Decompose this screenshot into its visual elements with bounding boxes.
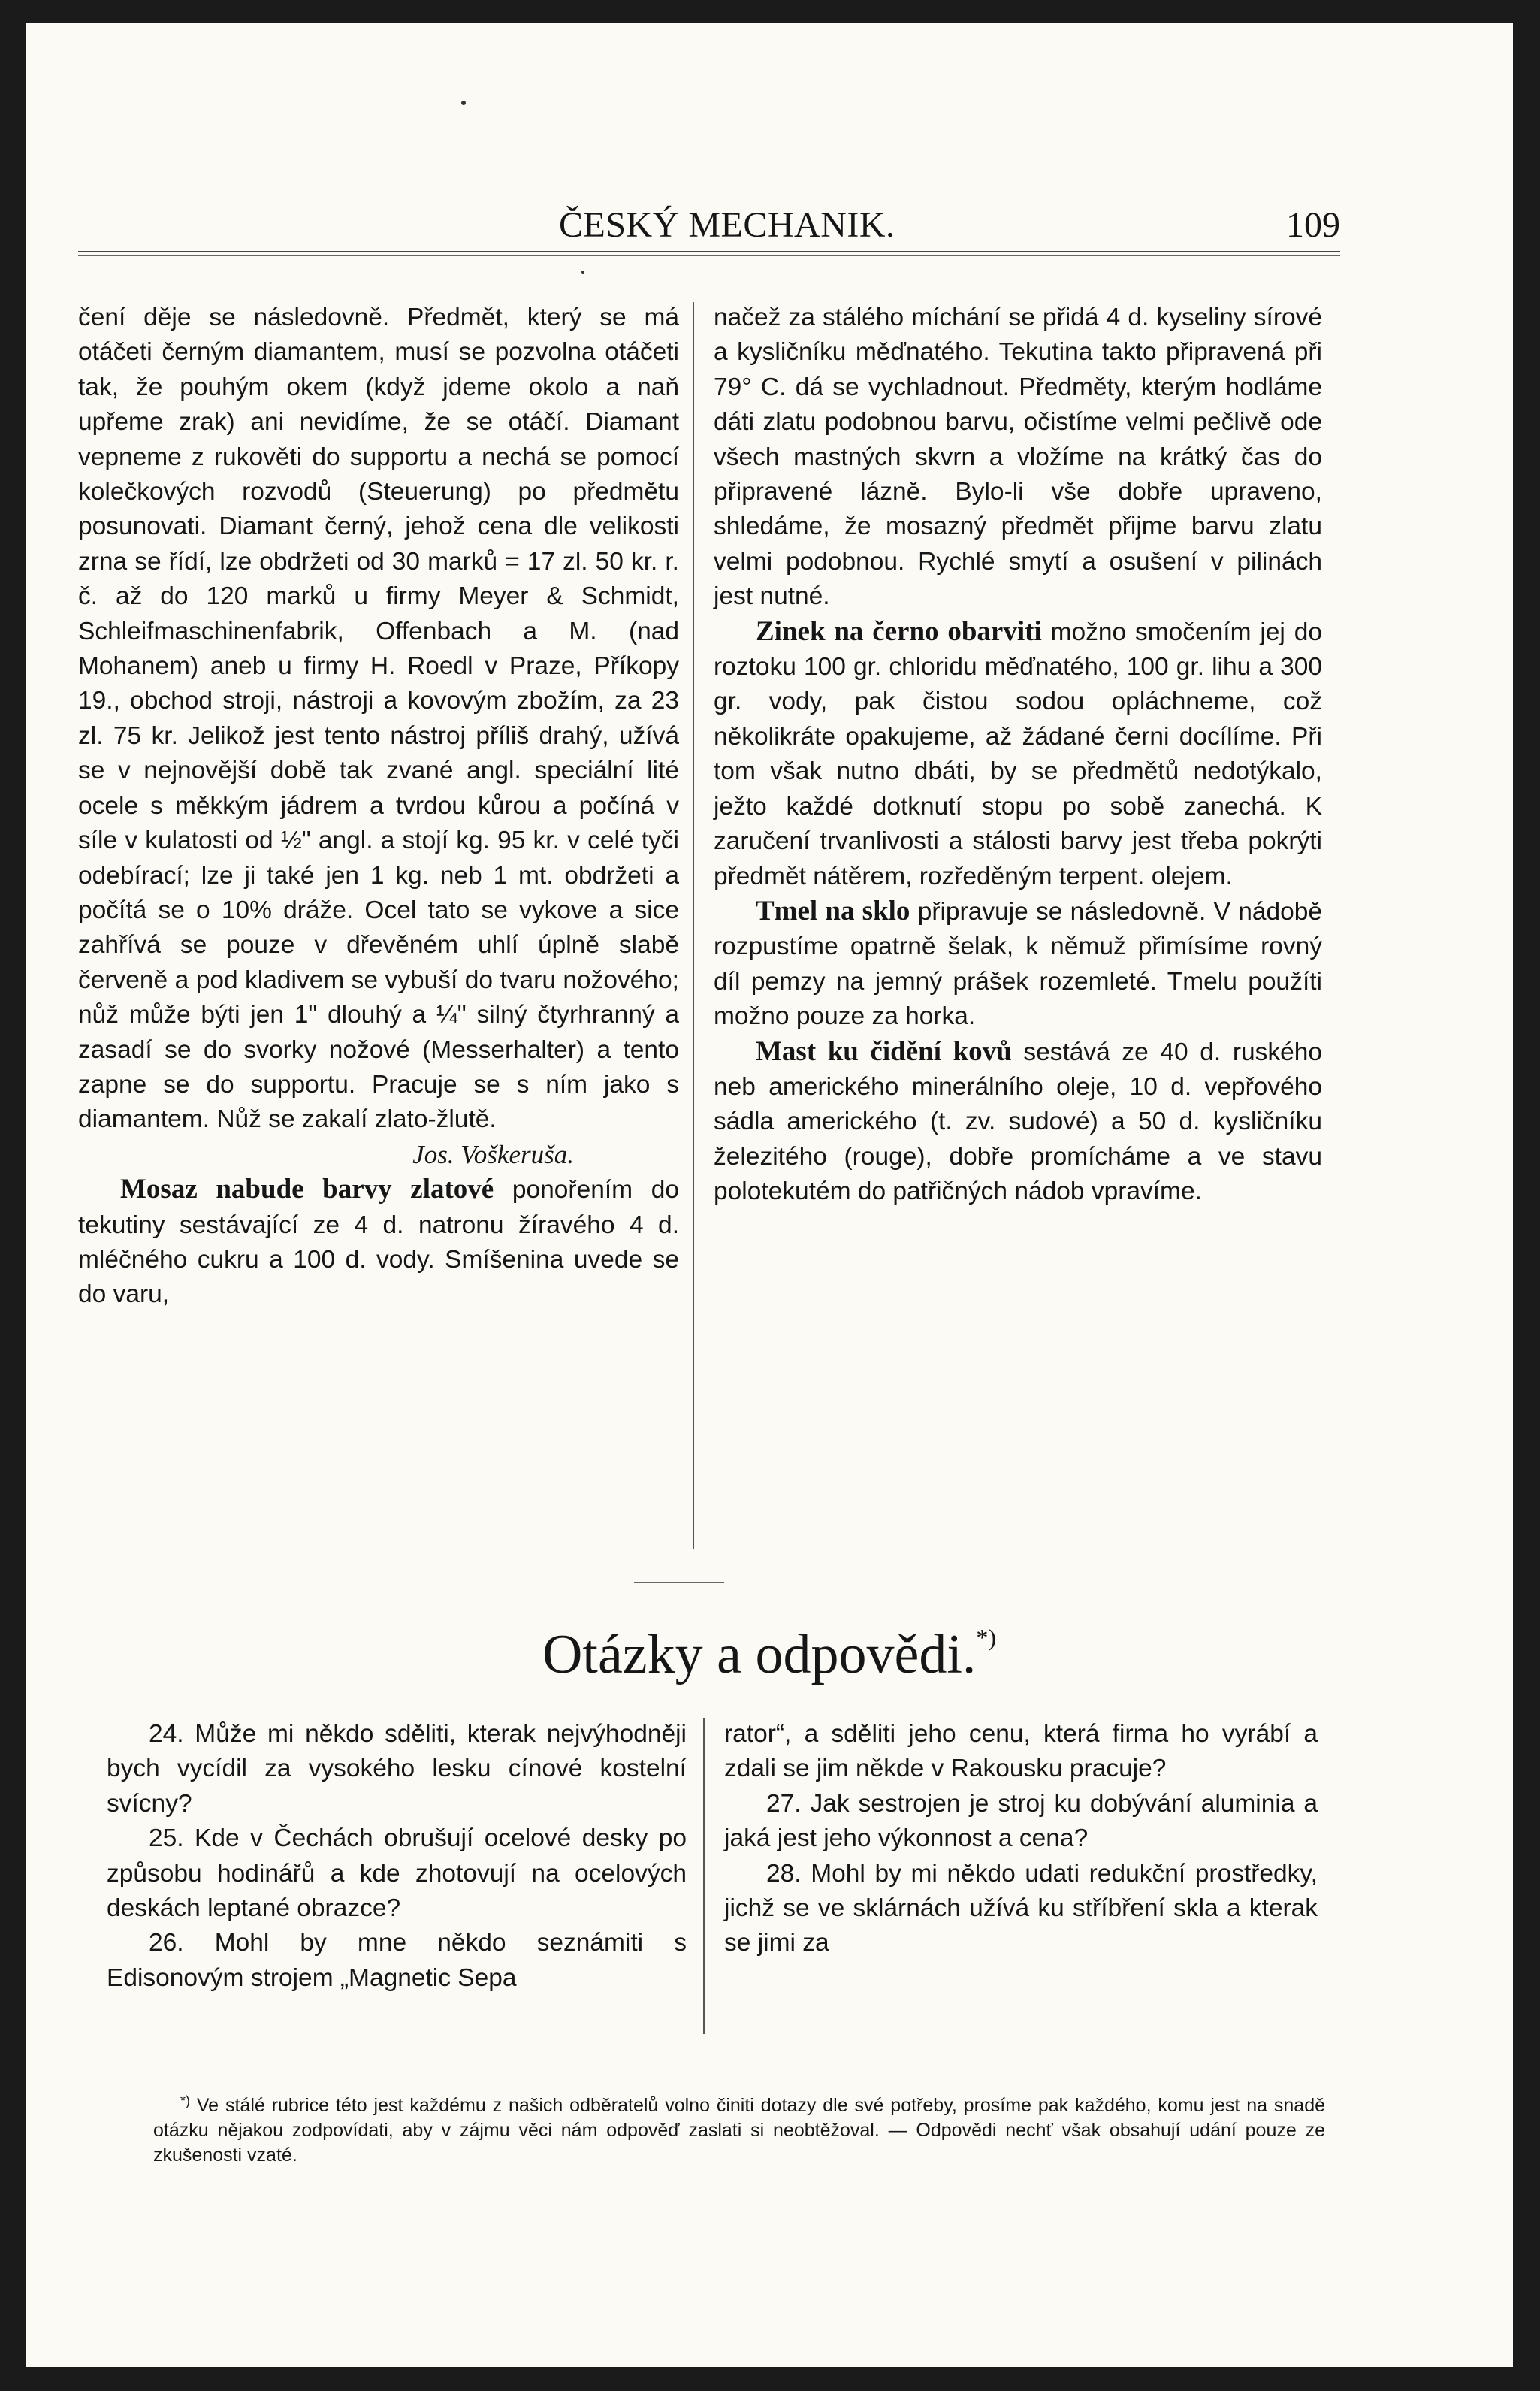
question-28: 28. Mohl by mi někdo udati redukční prostředky, jichž se ve sklárnách užívá ku stříbření skla a kterak se jimi za bbox=[724, 1859, 1318, 1957]
question-26-continued: rator“, a sděliti jeho cenu, která firma ho vyrábí a zdali se jim někde v Rakousku pracuje? bbox=[724, 1720, 1318, 1783]
paragraph-brass-continued: načež za stálého míchání se přidá 4 d. kyseliny sírové a kysličníku měďnatého. Tekutina takto připravená při 79° C. dá se vychladnout. Předměty, kterým hodláme dáti zlatu podobnou barvu, očistíme velmi pečlivě ode všech mastných skvrn a vložíme na krátký čas do připravené lázně. Bylo-li vše dobře upraveno, shledáme, že mosazný předmět přijme barvu zlatu velmi podobnou. Rychlé smytí a osušení v pilinách jest nutné. bbox=[714, 304, 1322, 611]
print-speck bbox=[581, 271, 584, 274]
header-rule-thin bbox=[78, 255, 1340, 256]
header-rule bbox=[78, 251, 1340, 252]
brass-text: ponořením do tekutiny sestávající ze 4 d. natronu žíravého 4 d. mléčného cukru a 100 d. vody. Smíšenina uvede se do varu, bbox=[78, 1176, 679, 1309]
paragraph-zinc bbox=[714, 615, 1322, 894]
question-25: 25. Kde v Čechách obrušují ocelové desky po způsobu hodinářů a kde zhotovují na ocelových deskách leptané obrazce? bbox=[107, 1824, 687, 1923]
section-footnote-mark: *) bbox=[976, 1624, 997, 1651]
section-heading bbox=[26, 1623, 1513, 1687]
column-divider bbox=[693, 302, 694, 1549]
section-title: Otázky a odpovědi. bbox=[542, 1624, 977, 1685]
brass-heading: Mosaz nabude barvy zlatové bbox=[120, 1174, 494, 1205]
footnote-mark: *) bbox=[180, 2093, 190, 2108]
print-speck bbox=[461, 101, 466, 105]
paragraph-diamond: čení děje se následovně. Předmět, který se má otáčeti černým diamantem, musí se pozvolna otáčeti tak, že pouhým okem (když jdeme okolo a naň upřeme zrak) ani nevidíme, že se otáčí. Diamant vepneme z rukověti do supportu a nechá se pomocí kolečkových rozvodů (Steuerung) po předmětu posunovati. Diamant černý, jehož cena dle velikosti zrna se řídí, lze obdržeti od 30 marků = 17 zl. 50 kr. r. č. až do 120 marků u firmy Meyer & Schmidt, Schleifmaschinenfabrik, Offenbach a M. (nad Mohanem) aneb u firmy H. Roedl v Praze, Příkopy 19., obchod stroji, nástroji a kovovým zbožím, za 23 zl. 75 kr. Jelikož jest tento nástroj příliš drahý, užívá se v nejnovější době tak zvané angl. speciální lité ocele s měkkým jádrem a tvrdou kůrou a počíná v síle v kulatosti od ½" angl. a stojí kg. 95 kr. v celé tyči odebírací; lze ji také jen 1 kg. neb 1 mt. obdržeti a počítá se o 10% dráže. Ocel tato se vykove a sice zahřívá se pouze v dřevěném uhlí úplně slabě červeně a pod kladivem se vybuší do tvaru nožového; nůž může býti jen 1" dlouhý a ¼" silný čtyrhranný a zasadí se do svorky nožové (Messerhalter) a tento zapne se do supportu. Pracuje se s ním jako s diamantem. Nůž se zakalí zlato-žlutě. bbox=[78, 304, 679, 1134]
left-column bbox=[78, 301, 679, 1313]
metal-polish-heading: Mast ku čidění kovů bbox=[756, 1035, 1012, 1067]
questions-right-column bbox=[724, 1717, 1318, 1961]
metal-polish-text: sestává ze 40 d. ruského neb amerického minerálního oleje, 10 d. vepřového sádla amerického (t. zv. sudové) a 50 d. kysličníku železitého (rouge), dobře promícháme a ve stavu polotekutém do patřičných nádob vpravíme. bbox=[714, 1038, 1323, 1206]
question-26: 26. Mohl by mne někdo seznámiti s Edisonovým strojem „Magnetic Sepa bbox=[107, 1929, 687, 1992]
question-27: 27. Jak sestrojen je stroj ku dobývání aluminia a jaká jest jeho výkonnost a cena? bbox=[724, 1789, 1318, 1853]
page-number: 109 bbox=[1286, 205, 1340, 245]
questions-left-column bbox=[107, 1717, 687, 1996]
question-24: 24. Může mi někdo sděliti, kterak nejvýhodněji bych vycídil za vysokého lesku cínové kostelní svícny? bbox=[107, 1720, 687, 1818]
footnote bbox=[153, 2089, 1325, 2168]
zinc-heading: Zinek na černo obarviti bbox=[756, 615, 1042, 647]
page bbox=[26, 23, 1513, 2367]
right-column bbox=[714, 301, 1322, 1210]
section-separator bbox=[634, 1582, 724, 1583]
page-header bbox=[78, 203, 1340, 248]
author-signature: Jos. Voškeruša. bbox=[412, 1139, 574, 1169]
questions-column-divider bbox=[703, 1718, 705, 2034]
glass-cement-heading: Tmel na sklo bbox=[756, 895, 910, 926]
zinc-text: možno smočením jej do roztoku 100 gr. chloridu měďnatého, 100 gr. lihu a 300 gr. vody, pak čistou sodou opláchneme, což několikráte opakujeme, až žádané černi docílíme. Při tom však nutno dbáti, by se předmětů nedotýkalo, ježto každé dotknutí stopu po sobě zanechá. K zaručení trvanlivosti a stálosti barvy jest třeba pokrýti předmět nátěrem, rozředěným terpent. olejem. bbox=[714, 618, 1322, 890]
paragraph-brass bbox=[78, 1172, 679, 1313]
footnote-text: Ve stálé rubrice této jest každému z našich odběratelů volno činiti dotazy dle své potřeby, prosíme pak každého, komu jest na snadě otázku nějakou zodpovídati, aby v zájmu věci nám odpověď zaslati si neobtěžoval. — Odpovědi nechť však obsahují udání pouze ze zkušenosti vzaté. bbox=[153, 2095, 1325, 2166]
paragraph-glass-cement bbox=[714, 894, 1322, 1035]
running-title: ČESKÝ MECHANIK. bbox=[559, 205, 895, 245]
paragraph-metal-polish bbox=[714, 1035, 1322, 1210]
glass-cement-text: připravuje se následovně. V nádobě rozpustíme opatrně šelak, k němuž přimísíme rovný díl pemzy na jemný prášek rozemleté. Tmelu použíti možno pouze za horka. bbox=[714, 897, 1322, 1031]
